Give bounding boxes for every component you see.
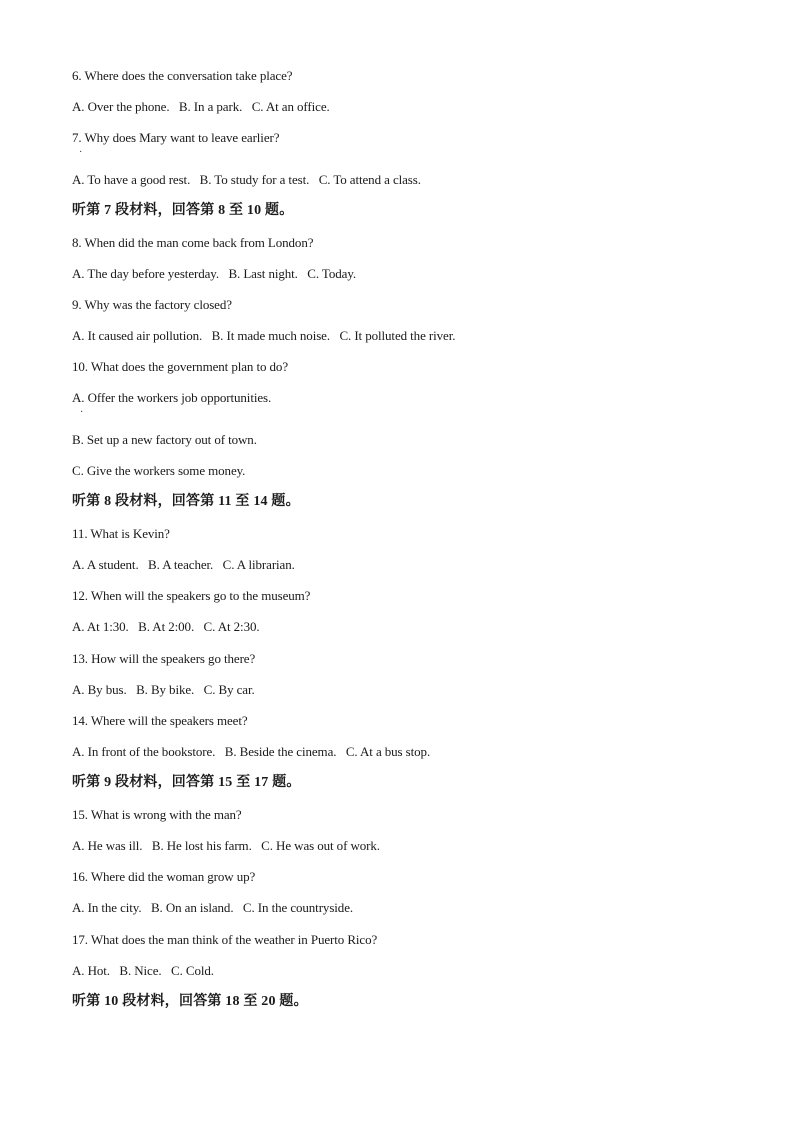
- option-10b: B. Set up a new factory out of town.: [72, 432, 257, 447]
- options-6: A. Over the phone. B. In a park. C. At an office.: [72, 99, 330, 114]
- question-14: 14. Where will the speakers meet?: [72, 713, 248, 728]
- question-15: 15. What is wrong with the man?: [72, 807, 242, 822]
- options-17: A. Hot. B. Nice. C. Cold.: [72, 963, 214, 978]
- options-9: A. It caused air pollution. B. It made much noise. C. It polluted the river.: [72, 328, 456, 343]
- section-heading-7: 听第 7 段材料，回答第 8 至 10 题。: [72, 203, 294, 218]
- question-6: 6. Where does the conversation take place?: [72, 68, 293, 83]
- option-10a: A. Offer the workers job opportunities.: [72, 390, 272, 405]
- question-11: 11. What is Kevin?: [72, 526, 170, 541]
- question-9: 9. Why was the factory closed?: [72, 297, 232, 312]
- question-12: 12. When will the speakers go to the museum?: [72, 588, 311, 603]
- question-17: 17. What does the man think of the weather in Puerto Rico?: [72, 932, 378, 947]
- question-16: 16. Where did the woman grow up?: [72, 869, 256, 884]
- options-11: A. A student. B. A teacher. C. A librarian.: [72, 557, 295, 572]
- question-8: 8. When did the man come back from London?: [72, 235, 314, 250]
- section-heading-8: 听第 8 段材料，回答第 11 至 14 题。: [72, 494, 300, 509]
- options-13: A. By bus. B. By bike. C. By car.: [72, 682, 255, 697]
- options-16: A. In the city. B. On an island. C. In the countryside.: [72, 900, 354, 915]
- stray-dot-mark: ·: [80, 407, 84, 418]
- section-heading-10: 听第 10 段材料，回答第 18 至 20 题。: [72, 994, 308, 1009]
- question-7: 7. Why does Mary want to leave earlier?: [72, 130, 280, 145]
- options-7: A. To have a good rest. B. To study for a test. C. To attend a class.: [72, 172, 421, 187]
- question-13: 13. How will the speakers go there?: [72, 651, 256, 666]
- section-heading-9: 听第 9 段材料，回答第 15 至 17 题。: [72, 775, 301, 790]
- options-12: A. At 1:30. B. At 2:00. C. At 2:30.: [72, 619, 260, 634]
- options-15: A. He was ill. B. He lost his farm. C. He was out of work.: [72, 838, 380, 853]
- question-10: 10. What does the government plan to do?: [72, 359, 288, 374]
- option-10c: C. Give the workers some money.: [72, 463, 246, 478]
- options-8: A. The day before yesterday. B. Last night. C. Today.: [72, 266, 357, 281]
- stray-dot-mark: ·: [79, 147, 83, 158]
- options-14: A. In front of the bookstore. B. Beside the cinema. C. At a bus stop.: [72, 744, 431, 759]
